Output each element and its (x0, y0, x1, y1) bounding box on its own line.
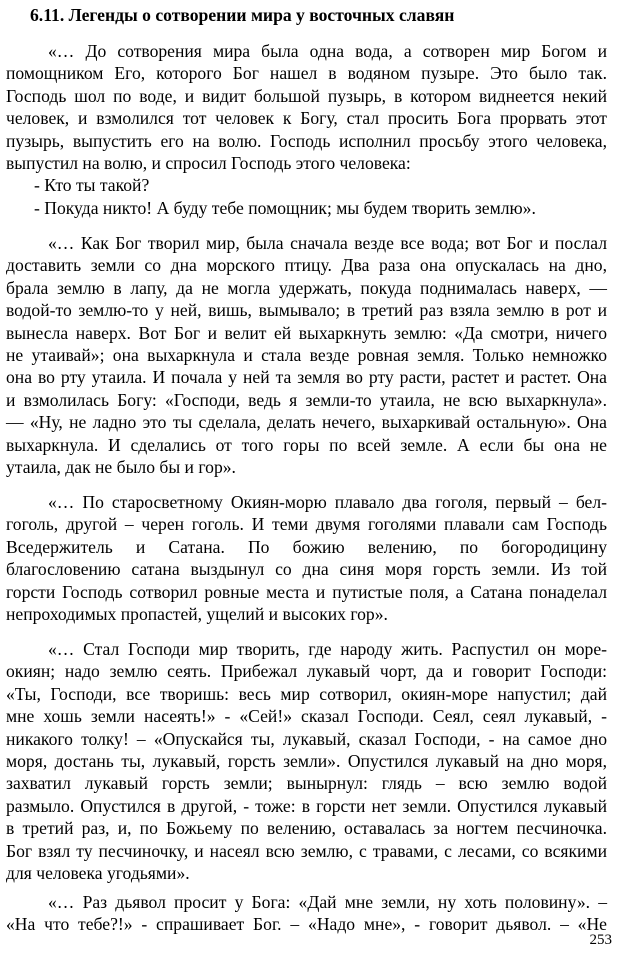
text-line: выхаркнула. И сделались от того горы по всей земле. А если бы она не (6, 434, 607, 455)
section-heading: 6.11. Легенды о сотворении мира у восточных славян (30, 5, 455, 25)
text-line: Господь шол по воде, и видит большой пузырь, в котором виднеется некий (6, 85, 607, 106)
text-line: окиян; надо землю сеять. Прибежал лукавый чорт, да и говорит Господи: (6, 661, 607, 682)
text-line: мне хошь земли насеять!» - «Сей!» сказал Господи. Сеял, сеял лукавый, - (6, 706, 607, 727)
text-line: благословению сатана выздынул со дна синя моря горсть земли. Из той (6, 559, 607, 580)
text-line: никакого толку! – «Опускайся ты, лукавый, сказал Господи, - на самое дно (6, 728, 607, 749)
page-number: 253 (589, 932, 612, 948)
text-line: — «Ну, не ладно это ты сделала, делать нечего, выхаркивай остальную». Она (6, 412, 607, 433)
text-line: и взмолилась Богу: «Господи, ведь я земли-то утаила, не всю выхаркнула». (6, 389, 607, 410)
text-line: выпустил на волю, и спросил Господь этого человека: (6, 152, 411, 173)
paragraph-devil-asks (6, 891, 607, 936)
text-line: «На что тебе?!» - спрашивает Бог. – «Надо мне», - говорит дьявол. – «Не (6, 914, 607, 935)
text-line: горсти Господь сотворил ровные места и путистые поля, а Сатана понаделал (6, 581, 607, 602)
text-line: Вседержитель и Сатана. По божию велению, по богородицину (6, 536, 607, 557)
text-line: «… По старосветному Окиян-морю плавало два гоголя, первый – бел- (48, 492, 607, 512)
text-line: «… До сотворения мира была одна вода, а сотворен мир Богом и (48, 41, 607, 61)
text-line: размыло. Опустился в другой, - тоже: в горсти нет земли. Опустился лукавый (6, 795, 607, 816)
dialogue-line: - Кто ты такой? (34, 175, 150, 196)
text-line: доставить земли со дна морского птицу. Два раза она опускалась на дно, (6, 255, 607, 276)
paragraph-cunning-devil (6, 638, 607, 884)
text-line: в третий раз, и, по Божьему по велению, оставалась за ногтем песчиночка. (6, 818, 607, 839)
text-line: водой-то землю-то у ней, вишь, вымывало; в третий раз взяла землю в рот и (6, 300, 607, 321)
text-line: моря, достань ты, лукавый, горсть земли». Опустился лукавый на дно моря, (6, 750, 607, 771)
text-line: не утаивай»; она выхаркнула и стала везде ровная земля. Только немножко (6, 344, 607, 365)
paragraph-creation-bubble (6, 40, 607, 219)
paragraph-bird-earth (6, 232, 607, 478)
text-line: для человека угодьями». (6, 862, 190, 883)
text-line: Бог взял ту песчиночку, и насеял всю землю, с травами, с лесами, со всякими (6, 840, 607, 861)
paragraph-two-ducks (6, 491, 607, 625)
text-line: непроходимых пропастей, ущелий и высоких гор». (6, 603, 388, 624)
text-line: пузырь, выпустить его на волю. Господь исполнил просьбу этого человека, (6, 130, 607, 151)
text-line: «… Раз дьявол просит у Бога: «Дай мне земли, ну хоть половину». – (48, 892, 607, 912)
text-line: «Ты, Господи, все творишь: весь мир сотворил, окиян-море напустил; дай (6, 683, 607, 704)
text-line: «… Стал Господи мир творить, где народу жить. Распустил он море- (48, 639, 607, 659)
text-line: помощником Его, которого Бог нашел в водяном пузыре. Это было так. (6, 63, 607, 84)
text-line: человек, и взмолился тот человек к Богу, стал просить Бога прорвать этот (6, 108, 607, 129)
dialogue-line: - Покуда никто! А буду тебе помощник; мы будем творить землю». (34, 197, 536, 218)
text-line: вынесла наверх. Вот Бог и велит ей выхаркнуть землю: «Да смотри, ничего (6, 322, 607, 343)
text-line: гоголь, другой – черен гоголь. И теми двумя гоголями плавали сам Господь (6, 514, 607, 535)
text-line: «… Как Бог творил мир, была сначала везде все вода; вот Бог и послал (48, 233, 607, 253)
text-line: она во рту утаила. И почала у ней та земля во рту расти, растет и растет. Она (6, 367, 607, 388)
text-line: брала землю в лапу, да не могла удержать, покуда поднималась наверх, — (6, 277, 607, 298)
text-line: утаила, дак не было бы и гор». (6, 456, 236, 477)
text-line: захватил лукавый горсть земли; вынырнул: глядь – всю землю водой (6, 773, 607, 794)
